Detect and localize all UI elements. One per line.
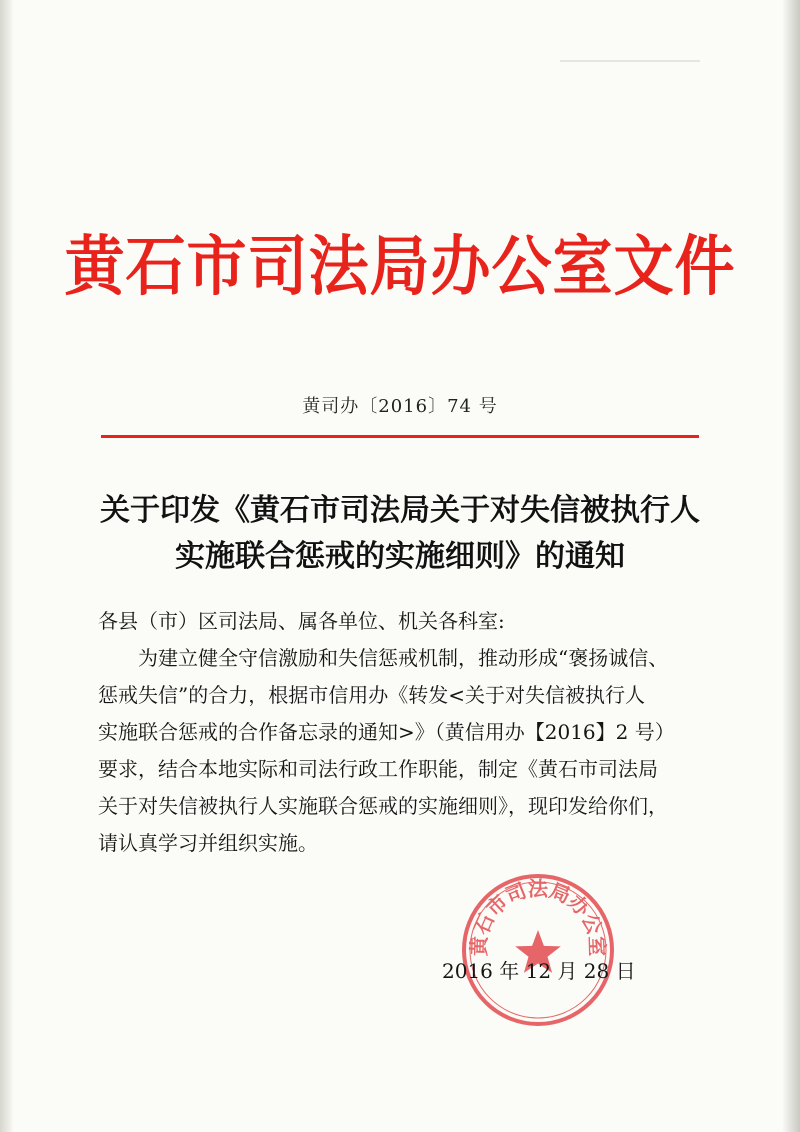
issue-date: 2016 年 12 月 28 日	[442, 959, 636, 983]
svg-text:黄石市司法局办公室: 黄石市司法局办公室	[466, 876, 610, 957]
body-line-4: 要求，结合本地实际和司法行政工作职能，制定《黄石市司法局	[98, 757, 658, 781]
notice-title	[60, 488, 740, 580]
body-line-6: 请认真学习并组织实施。	[98, 831, 318, 855]
page-edge-left	[0, 0, 14, 1132]
body-line-5: 关于对失信被执行人实施联合惩戒的实施细则》，现印发给你们，	[98, 794, 668, 818]
page-edge-right	[782, 0, 800, 1132]
document-header-title: 黄石市司法局办公室文件	[64, 229, 736, 305]
notice-title-line-2: 实施联合惩戒的实施细则》的通知	[175, 539, 625, 574]
body-line-3: 实施联合惩戒的合作备忘录的通知>》（黄信用办【2016】2 号）	[98, 720, 675, 744]
document-number: 黄司办〔2016〕74 号	[302, 396, 498, 417]
body-line-1: 为建立健全守信激励和失信惩戒机制，推动形成“褒扬诚信、	[138, 646, 669, 670]
official-seal-stamp	[458, 870, 618, 1030]
scan-artifact	[560, 60, 700, 62]
notice-body	[98, 603, 708, 862]
red-divider-line	[101, 435, 699, 438]
notice-title-line-1: 关于印发《黄石市司法局关于对失信被执行人	[100, 493, 700, 528]
body-line-2: 惩戒失信”的合力，根据市信用办《转发<关于对失信被执行人	[98, 683, 645, 707]
salutation: 各县（市）区司法局、属各单位、机关各科室:	[98, 609, 505, 633]
